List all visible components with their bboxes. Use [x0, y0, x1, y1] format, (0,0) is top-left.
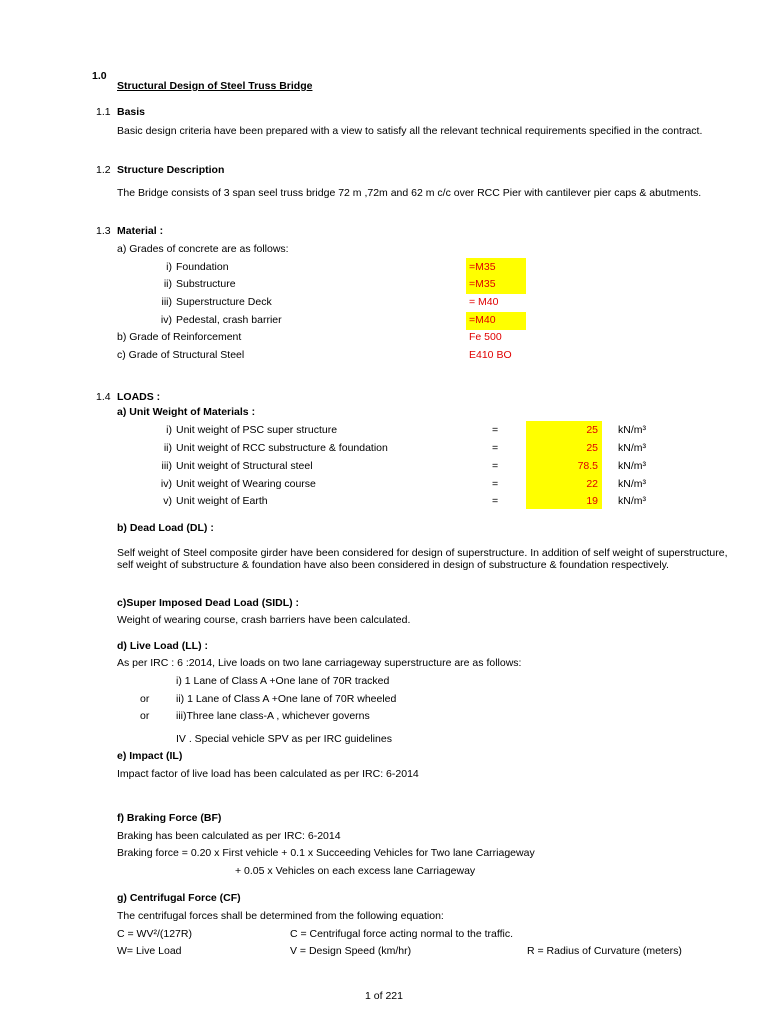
- structural-steel-value: E410 BO: [469, 349, 512, 361]
- equals-sign: =: [492, 442, 499, 454]
- sidl-heading: c)Super Imposed Dead Load (SIDL) :: [117, 597, 300, 609]
- equals-sign: =: [492, 478, 499, 490]
- item-value: 78.5: [577, 460, 598, 472]
- item-index: v): [163, 495, 172, 507]
- dead-load-paragraph: Self weight of Steel composite girder have been considered for design of superstructure. In addition of self weight of superstructure, self weight of substructure & foundation have also been considered in design of substructure & foundation respectively.: [117, 547, 728, 571]
- item-label: Unit weight of RCC substructure & foundation: [176, 442, 388, 454]
- item-index: iv): [160, 314, 172, 326]
- document-title: Structural Design of Steel Truss Bridge: [117, 80, 313, 92]
- centrifugal-w-definition: W= Live Load: [117, 945, 182, 957]
- item-label: Foundation: [176, 261, 229, 273]
- item-value: 22: [586, 478, 598, 490]
- live-load-heading: d) Live Load (LL) :: [117, 640, 208, 652]
- section-number: 1.3: [96, 225, 111, 237]
- centrifugal-v-definition: V = Design Speed (km/hr): [290, 945, 412, 957]
- dead-load-heading: b) Dead Load (DL) :: [117, 522, 214, 534]
- impact-paragraph: Impact factor of live load has been calculated as per IRC: 6-2014: [117, 768, 419, 780]
- structure-paragraph: The Bridge consists of 3 span seel truss bridge 72 m ,72m and 62 m c/c over RCC Pier with cantilever pier caps & abutments.: [117, 187, 702, 199]
- centrifugal-heading: g) Centrifugal Force (CF): [117, 892, 241, 904]
- sidl-paragraph: Weight of wearing course, crash barriers have been calculated.: [117, 614, 411, 626]
- reinforcement-label: b) Grade of Reinforcement: [117, 331, 242, 343]
- item-unit: kN/m³: [618, 442, 646, 454]
- item-value: = M40: [469, 296, 499, 308]
- centrifugal-intro: The centrifugal forces shall be determined from the following equation:: [117, 910, 444, 922]
- section-number: 1.4: [96, 391, 111, 403]
- section-number: 1.1: [96, 106, 111, 118]
- item-value: =M35: [469, 261, 496, 273]
- or-label: or: [140, 693, 150, 705]
- section-heading-material: Material :: [117, 225, 164, 237]
- item-value: 19: [586, 495, 598, 507]
- centrifugal-equation: C = WV²/(127R): [117, 928, 192, 940]
- item-unit: kN/m³: [618, 424, 646, 436]
- item-index: ii): [163, 278, 172, 290]
- impact-heading: e) Impact (IL): [117, 750, 183, 762]
- or-label: or: [140, 710, 150, 722]
- centrifugal-c-definition: C = Centrifugal force acting normal to the traffic.: [290, 928, 514, 940]
- braking-heading: f) Braking Force (BF): [117, 812, 222, 824]
- item-value: 25: [586, 442, 598, 454]
- centrifugal-r-definition: R = Radius of Curvature (meters): [527, 945, 682, 957]
- section-number: 1.0: [92, 70, 107, 82]
- section-heading-structure: Structure Description: [117, 164, 225, 176]
- reinforcement-value: Fe 500: [469, 331, 502, 343]
- item-index: i): [166, 261, 172, 273]
- item-unit: kN/m³: [618, 460, 646, 472]
- braking-formula-continued: + 0.05 x Vehicles on each excess lane Carriageway: [235, 865, 476, 877]
- equals-sign: =: [492, 424, 499, 436]
- equals-sign: =: [492, 460, 499, 472]
- concrete-intro: a) Grades of concrete are as follows:: [117, 243, 289, 255]
- section-number: 1.2: [96, 164, 111, 176]
- item-label: Unit weight of Structural steel: [176, 460, 313, 472]
- item-index: iii): [161, 460, 172, 472]
- braking-formula: Braking force = 0.20 x First vehicle + 0.1 x Succeeding Vehicles for Two lane Carriageway: [117, 847, 535, 859]
- braking-line: Braking has been calculated as per IRC: 6-2014: [117, 830, 341, 842]
- section-heading-loads: LOADS :: [117, 391, 161, 403]
- item-unit: kN/m³: [618, 495, 646, 507]
- unit-weight-heading: a) Unit Weight of Materials :: [117, 406, 256, 418]
- item-value: =M35: [469, 278, 496, 290]
- page-number: 1 of 221: [365, 990, 403, 1002]
- basis-paragraph: Basic design criteria have been prepared with a view to satisfy all the relevant technical requirements specified in the contract.: [117, 125, 703, 137]
- section-heading-basis: Basis: [117, 106, 146, 118]
- item-label: Pedestal, crash barrier: [176, 314, 282, 326]
- live-load-text: ii) 1 Lane of Class A +One lane of 70R wheeled: [176, 693, 397, 705]
- item-index: iii): [161, 296, 172, 308]
- item-index: ii): [163, 442, 172, 454]
- item-unit: kN/m³: [618, 478, 646, 490]
- item-label: Unit weight of Wearing course: [176, 478, 316, 490]
- equals-sign: =: [492, 495, 499, 507]
- live-load-text: i) 1 Lane of Class A +One lane of 70R tracked: [176, 675, 390, 687]
- item-index: i): [166, 424, 172, 436]
- special-vehicle-note: IV . Special vehicle SPV as per IRC guidelines: [176, 733, 392, 745]
- item-value: 25: [586, 424, 598, 436]
- item-value: =M40: [469, 314, 496, 326]
- item-label: Superstructure Deck: [176, 296, 272, 308]
- item-index: iv): [160, 478, 172, 490]
- item-label: Unit weight of PSC super structure: [176, 424, 338, 436]
- live-load-text: iii)Three lane class-A , whichever governs: [176, 710, 370, 722]
- live-load-intro: As per IRC : 6 :2014, Live loads on two lane carriageway superstructure are as follows:: [117, 657, 522, 669]
- item-label: Unit weight of Earth: [176, 495, 268, 507]
- item-label: Substructure: [176, 278, 236, 290]
- structural-steel-label: c) Grade of Structural Steel: [117, 349, 245, 361]
